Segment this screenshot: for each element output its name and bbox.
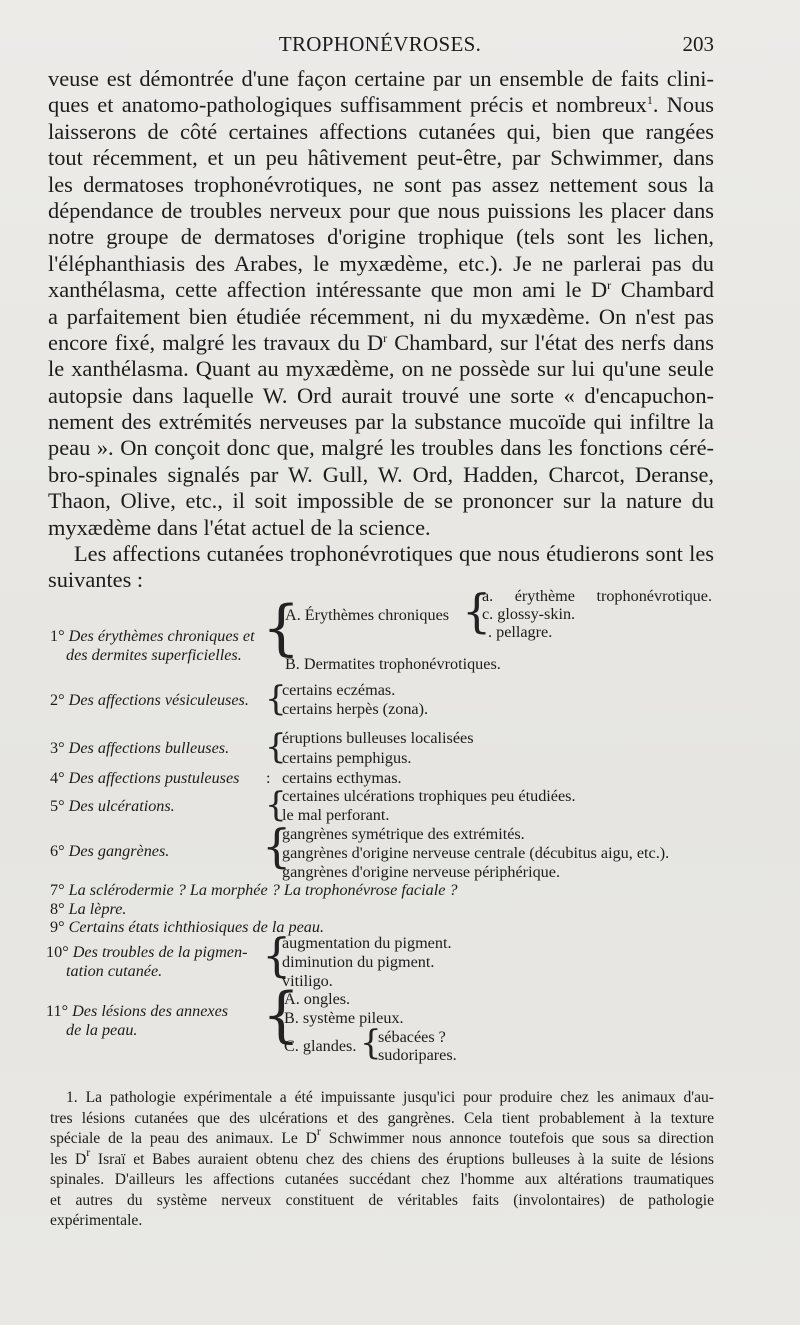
class-label: Des affections pustuleuses — [68, 769, 240, 787]
class-7-label — [50, 880, 458, 900]
colon: : — [266, 769, 271, 787]
text-fragment: Israï et Babes auraient obtenu chez des chiens des éruptions bulleuses à la suite de lésions — [90, 1150, 714, 1168]
text-line: suivantes : — [48, 567, 144, 593]
class-number: 4° — [50, 769, 69, 787]
brace: { — [360, 1023, 382, 1063]
running-title: TROPHONÉVROSES. — [278, 32, 482, 56]
class-10-item: diminution du pigment. — [282, 953, 435, 971]
brace: { — [265, 785, 287, 825]
class-2-item: certains herpès (zona). — [282, 700, 429, 718]
text-line: laisserons de côté certaines affections cutanées qui, bien que rangées — [48, 118, 714, 144]
class-number: 11° — [46, 1002, 73, 1020]
class-label: La sclérodermie ? La morphée ? La trophonévrose faciale ? — [68, 881, 458, 899]
class-1-p: . pellagre. — [488, 623, 553, 641]
footnote-line: tres lésions cutanées que des ulcérations et des gangrènes. Cela tient probablement à la texture — [50, 1109, 714, 1127]
class-label: Des troubles de la pigmen- — [72, 943, 248, 961]
text-line: les dermatoses trophonévrotiques, ne sont pas assez nettement sous la — [48, 171, 714, 197]
text-fragment: les D — [50, 1150, 87, 1168]
footnote-line — [50, 1144, 714, 1171]
text-line: bro-spinales signalés par W. Gull, W. Ord, Hadden, Charcot, Deranse, — [48, 461, 714, 487]
footnote — [50, 1088, 714, 1232]
class-5-item: le mal perforant. — [282, 806, 390, 824]
brace: { — [262, 819, 292, 873]
class-8-label — [50, 899, 126, 919]
text-fragment: ques et anatomo-pathologiques suffisamment précis et nombreux — [48, 92, 647, 118]
class-5-item: certaines ulcérations trophiques peu étudiées. — [282, 787, 576, 805]
class-1-B: B. Dermatites trophonévrotiques. — [285, 655, 501, 673]
class-3-item: éruptions bulleuses localisées — [282, 729, 474, 747]
text-line — [48, 277, 714, 303]
class-2-item: certains eczémas. — [282, 681, 396, 699]
class-6-label — [50, 841, 169, 861]
footnote-line: 1. La pathologie expérimentale a été impuissante jusqu'ici pour produire chez les animaux d'au- — [66, 1089, 714, 1106]
class-11-C-item: sudoripares. — [378, 1046, 457, 1064]
text-fragment: spéciale de la peau des animaux. Le D — [50, 1130, 317, 1147]
class-10-item: augmentation du pigment. — [282, 934, 452, 952]
class-label: La lèpre. — [68, 900, 127, 918]
class-1-a: a. érythème trophonévrotique. — [482, 587, 712, 605]
class-4-item: certains ecthymas. — [282, 769, 402, 787]
superscript: r — [86, 1144, 91, 1159]
page-number: 203 — [682, 32, 714, 56]
class-11-label-cont: de la peau. — [66, 1021, 138, 1039]
text-fragment: . Nous — [652, 92, 714, 118]
class-1-label — [50, 626, 255, 646]
text-line: l'éléphanthiasis des Arabes, le myxædème, etc.). Je ne parlerai pas du — [48, 250, 714, 276]
class-6-item: gangrènes d'origine nerveuse centrale (décubitus aigu, etc.). — [282, 844, 670, 862]
class-11-label — [46, 1001, 228, 1021]
text-line: tout récemment, et un peu hâtivement peut-être, par Schwimmer, dans — [48, 145, 714, 171]
footnote-line — [50, 1124, 714, 1150]
footnote-line: et autres du système nerveux constituent de véritables faits (involontaires) de pathologie — [50, 1191, 714, 1209]
class-10-label — [46, 942, 247, 962]
class-6-item: gangrènes symétrique des extrémités. — [282, 825, 525, 843]
class-10-item: vitiligo. — [282, 972, 333, 990]
class-number: 8° — [50, 900, 69, 918]
text-line: notre groupe de dermatoses d'origine trophique (tels sont les lichen, — [48, 224, 714, 250]
superscript: r — [383, 330, 388, 345]
class-label: Des gangrènes. — [68, 842, 170, 860]
brace: { — [462, 584, 492, 638]
class-1-label-cont: des dermites superficielles. — [66, 646, 242, 664]
brace: { — [265, 727, 287, 767]
class-label: Des lésions des annexes — [72, 1002, 229, 1020]
text-line — [48, 330, 714, 356]
class-number: 1° — [50, 627, 69, 645]
class-11-C: C. glandes. — [284, 1037, 357, 1055]
text-line: le xanthélasma. Quant au myxædème, on ne possède sur lui qu'une seule — [48, 356, 714, 382]
main-text — [48, 66, 714, 594]
class-label: Des ulcérations. — [68, 797, 175, 815]
text-line: veuse est démontrée d'une façon certaine par un ensemble de faits clini- — [48, 66, 714, 91]
class-3-item: certains pemphigus. — [282, 749, 412, 767]
footnote-ref[interactable]: 1 — [646, 93, 653, 108]
class-3-label — [50, 738, 229, 758]
text-line: Thaon, Olive, etc., il soit impossible de se prononcer sur la nature du — [48, 488, 714, 514]
class-label: Des érythèmes chroniques et — [68, 627, 255, 645]
brace: { — [262, 980, 301, 1050]
class-number: 5° — [50, 797, 69, 815]
brace: { — [265, 679, 287, 719]
text-line: peau ». On conçoit donc que, malgré les troubles dans les fonctions céré- — [48, 435, 714, 461]
class-5-label — [50, 796, 175, 816]
class-2-label — [50, 690, 249, 710]
footnote-line: expérimentale. — [50, 1212, 143, 1229]
text-line — [48, 92, 714, 118]
footnote-line: spinales. D'ailleurs les affections cutanées succédant chez l'homme aux altérations traumatiques — [50, 1171, 714, 1188]
class-label: Des affections bulleuses. — [68, 739, 230, 757]
text-line: nement des extrémités nerveuses par la substance mucoïde qui infiltre la — [48, 409, 714, 435]
superscript: r — [607, 278, 612, 293]
class-1-A: A. Érythèmes chroniques — [285, 606, 450, 624]
class-11-C-item: sébacées ? — [378, 1028, 446, 1046]
class-number: 10° — [46, 943, 73, 961]
text-fragment: xanthélasma, cette affection intéressante que mon ami le D — [48, 277, 608, 303]
running-header — [48, 32, 712, 60]
class-10-label-cont: tation cutanée. — [66, 962, 163, 980]
class-11-B: B. système pileux. — [284, 1009, 404, 1027]
text-fragment: Chambard — [611, 277, 714, 303]
class-number: 2° — [50, 691, 69, 709]
class-number: 9° — [50, 918, 69, 936]
class-6-item: gangrènes d'origine nerveuse périphérique. — [282, 863, 560, 881]
text-fragment: encore fixé, malgré les travaux du D — [48, 329, 384, 355]
text-line: autopsie dans laquelle W. Ord aurait trouvé une sorte « d'encapuchon- — [48, 382, 714, 408]
superscript: r — [316, 1124, 321, 1138]
class-number: 7° — [50, 881, 69, 899]
text-line: myxædème dans l'état actuel de la science. — [48, 514, 431, 540]
class-label: Certains états ichthiosiques de la peau. — [68, 918, 325, 936]
class-label: Des affections vésiculeuses. — [68, 691, 249, 709]
text-fragment: Schwimmer nous annonce toutefois que sous sa direction — [320, 1130, 714, 1147]
class-4-label — [50, 768, 239, 788]
class-11-A: A. ongles. — [284, 990, 351, 1008]
text-line: dépendance de troubles nerveux pour que nous puissions les placer dans — [48, 197, 714, 223]
class-number: 3° — [50, 739, 69, 757]
text-fragment: Chambard, sur l'état des nerfs dans — [387, 329, 714, 355]
text-line: a parfaitement bien étudiée récemment, ni du myxædème. On n'est pas — [48, 303, 714, 329]
brace: { — [262, 928, 292, 982]
brace: { — [262, 593, 301, 663]
text-line: Les affections cutanées trophonévrotiques que nous étudierons sont les — [74, 541, 714, 567]
class-number: 6° — [50, 842, 69, 860]
class-1-c: c. glossy-skin. — [482, 605, 576, 623]
